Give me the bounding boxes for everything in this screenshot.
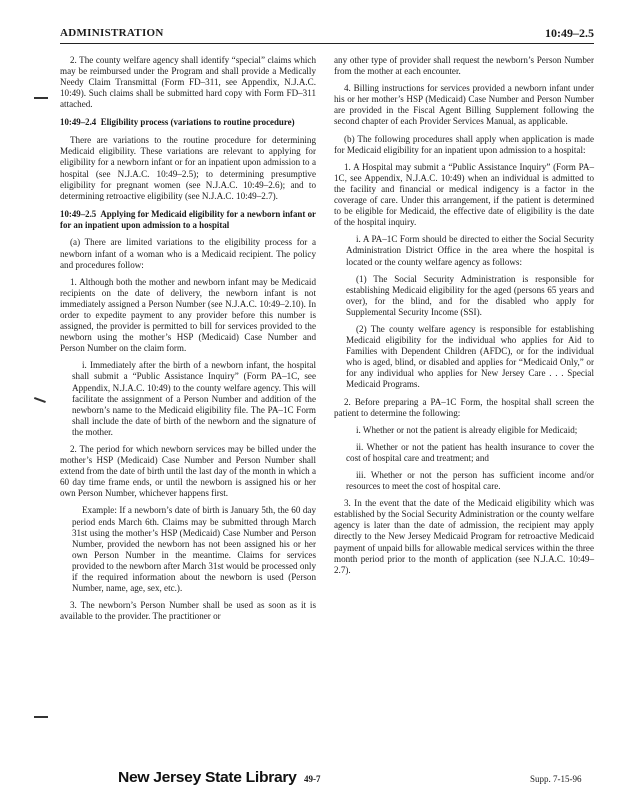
section-heading-2-4 — [60, 117, 316, 128]
paragraph: any other type of provider shall request the newborn’s Person Number from the mother at each encounter. — [334, 55, 594, 77]
paragraph: 4. Billing instructions for services provided a newborn infant under his or her mother’s HSP (Medicaid) Case Number and Person Number are provided in the Fiscal Agent Billing Supplement following the second chapter of each Provider Services Manual, as applicable. — [334, 83, 594, 127]
paragraph: 1. Although both the mother and newborn infant may be Medicaid recipients on the date of delivery, the newborn infant is not immediately assigned a Person Number (see N.J.A.C. 10:49–2.10). In order to expedite payment to any provider before this number is assigned, the provider is permitted to bill for services provided to the newborn using the mother’s HSP (Medicaid) Case Number and Person Number on the claim form. — [60, 276, 316, 354]
header-title: ADMINISTRATION — [60, 27, 164, 39]
paragraph: iii. Whether or not the person has sufficient income and/or resources to meet the cost of hospital care. — [346, 470, 594, 492]
section-heading-2-5 — [60, 209, 316, 231]
paragraph: ii. Whether or not the patient has health insurance to cover the cost of hospital care and treatment; and — [346, 441, 594, 463]
paragraph: There are variations to the routine procedure for determining Medicaid eligibility. These variations are relevant to applying for eligibility for a newborn infant or for an inpatient upon admission to a hospital (see N.J.A.C. 10:49–2.5); to determining presumptive eligibility for pregnant women (see N.J.A.C. 10:49–2.6); and to determining retroactive eligibility (see N.J.A.C. 10:49–2.7). — [60, 135, 316, 201]
left-column — [60, 55, 316, 628]
paragraph: i. A PA–1C Form should be directed to either the Social Security Administration District Office in the area where the hospital is located or the county welfare agency as follows: — [346, 234, 594, 267]
page-header — [60, 27, 594, 44]
library-stamp-logo: New Jersey State Library — [118, 770, 297, 786]
paragraph: 2. The period for which newborn services may be billed under the mother’s HSP (Medicaid) Case Number and Person Number shall extend from the date of birth until the last day of the month in which a 60 day time frame ends, or until the newborn is assigned his or her own Person Number, whichever happens first. — [60, 444, 316, 499]
header-section-number: 10:49–2.5 — [545, 26, 594, 40]
right-column — [334, 55, 594, 582]
supplement-date: Supp. 7-15-96 — [530, 774, 582, 784]
section-title: Applying for Medicaid eligibility for a newborn infant or for an inpatient upon admission to a hospital — [60, 208, 316, 230]
paragraph: 2. The county welfare agency shall identify “special” claims which may be reimbursed under the Program and shall provide a Medically Needy Claim Transmittal (Form FD–311, see Appendix, N.J.A.C. 10:49). Such claims shall be submitted hard copy with Form FD–311 attached. — [60, 55, 316, 110]
paragraph: (1) The Social Security Administration is responsible for establishing Medicaid eligibility for the aged (persons 65 years and over), for the blind, and for the disabled who apply for Supplemental Security Income (SSI). — [346, 273, 594, 317]
section-number: 10:49–2.4 — [60, 117, 97, 128]
section-title: Eligibility process (variations to routine procedure) — [100, 117, 295, 128]
margin-change-mark — [34, 716, 48, 718]
paragraph: Example: If a newborn’s date of birth is January 5th, the 60 day period ends March 6th. Claims may be submitted through March 31st using the mother’s HSP (Medicaid) Case Number and Person Number, provided the newborn has not been assigned his or her own Person Number in the meantime. Claims for services provided to the newborn after March 31st would be processed only if the required information about the newborn is used (Person Number, name, age, sex, etc.). — [72, 505, 316, 594]
paragraph: (a) There are limited variations to the eligibility process for a newborn infant of a woman who is a Medicaid recipient. The policy and procedures follow: — [60, 237, 316, 270]
margin-change-mark — [34, 397, 46, 403]
paragraph: i. Immediately after the birth of a newborn infant, the hospital shall submit a “Public Assistance Inquiry” (Form PA–1C, see Appendix, N.J.A.C. 10:49) to the county welfare agency. This will facilitate the assignment of a Person Number and addition of the newborn’s name to the Medicaid eligibility file. The PA–1C Form shall include the date of birth of the newborn and the signature of the mother. — [72, 360, 316, 437]
margin-change-mark — [34, 97, 48, 99]
paragraph: 3. In the event that the date of the Medicaid eligibility which was established by the Social Security Administration or the county welfare agency is later than the date of admission, the recipient may apply directly to the New Jersey Medicaid Program for retroactive Medicaid payment of unpaid bills for allowable medical services within the three month period prior to the month of application (see N.J.A.C. 10:49–2.7). — [334, 498, 594, 575]
paragraph: (b) The following procedures shall apply when application is made for Medicaid eligibility for an inpatient upon admission to a hospital: — [334, 133, 594, 155]
paragraph: 3. The newborn’s Person Number shall be used as soon as it is available to the provider. The practitioner or — [60, 600, 316, 622]
paragraph: i. Whether or not the patient is already eligible for Medicaid; — [356, 424, 578, 435]
paragraph: 2. Before preparing a PA–1C Form, the hospital shall screen the patient to determine the following: — [334, 396, 594, 418]
paragraph: 1. A Hospital may submit a “Public Assistance Inquiry” (Form PA–1C, see Appendix, N.J.A.C. 10:49) when an individual is admitted to the facility and financial or medical indigency is a factor in the coverage of care. Under this arrangement, if the patient is determined to be eligible for Medicaid, the effective date of eligibility is the date of the hospital inquiry. — [334, 161, 594, 228]
section-number: 10:49–2.5 — [60, 208, 97, 219]
paragraph: (2) The county welfare agency is responsible for establishing Medicaid eligibility for the individual who applies for Aid to Families with Dependent Children (AFDC), or for the individual who is aged, blind, or disabled and applies for “Medicaid Only,” or for any individual who applies for New Jersey Care . . . Special Medicaid Programs. — [346, 323, 594, 390]
page-number: 49-7 — [304, 774, 321, 784]
